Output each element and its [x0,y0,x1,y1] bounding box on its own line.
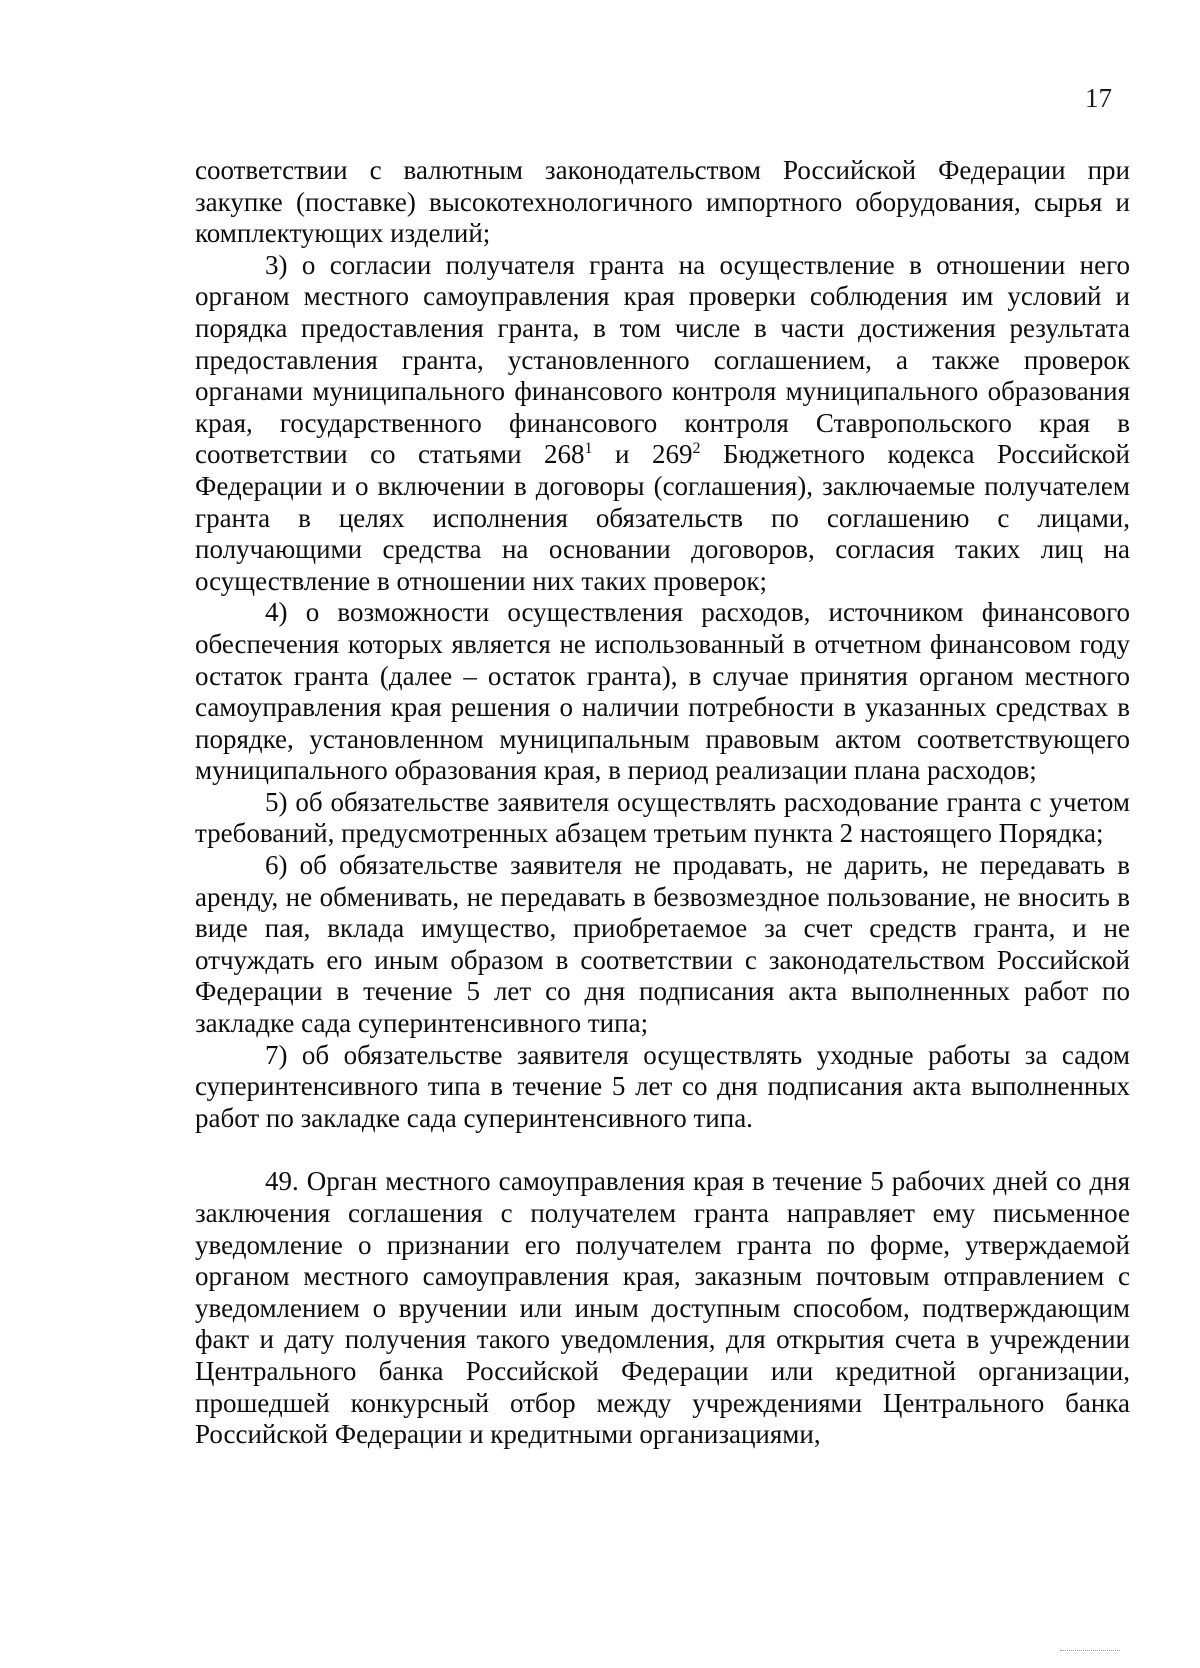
paragraph-item-3-mid: и 269 [592,439,693,470]
scan-artifact-line [1060,1650,1120,1655]
paragraph-clause-49: 49. Орган местного самоуправления края в течение 5 рабочих дней со дня заключения соглашения с получателем гранта направляет ему письменное уведомление о признании его получателем гранта по форме, утверждаемой органом местного самоуправления края, заказным почтовым отправлением с уведомлением о вручении или иным доступным способом, подтверждающим факт и дату получения такого уведомления, для открытия счета в учреждении Центрального банка Российской Федерации или кредитной организации, прошедшей конкурсный отбор между учреждениями Центрального банка Российской Федерации и кредитными организациями, [195,1166,1130,1450]
paragraph-item-3-text: 3) о согласии получателя гранта на осуществление в отношении него органом местного самоуправления края проверки соблюдения им условий и порядка предоставления гранта, в том числе в части достижения результата предоставления гранта, установленного соглашением, а также проверок органами муниципального финансового контроля муниципального образования края, государственного финансового контроля Ставропольского края в соответствии со статьями 268 [195,249,1130,470]
paragraph-item-6: 6) об обязательстве заявителя не продавать, не дарить, не передавать в аренду, не обменивать, не передавать в безвозмездное пользование, не вносить в виде пая, вклада имущество, приобретаемое за счет средств гранта, и не отчуждать его иным образом в соответствии с законодательством Российской Федерации в течение 5 лет со дня подписания акта выполненных работ по закладке сада суперинтенсивного типа; [195,850,1130,1039]
paragraph-item-7: 7) об обязательстве заявителя осуществлять уходные работы за садом суперинтенсивного типа в течение 5 лет со дня подписания акта выполненных работ по закладке сада суперинтенсивного типа. [195,1039,1130,1133]
page-number: 17 [1085,83,1112,113]
document-body [195,155,1130,1451]
paragraph-continuation: соответствии с валютным законодательством Российской Федерации при закупке (поставке) высокотехнологичного импортного оборудования, сырья и комплектующих изделий; [195,155,1130,249]
paragraph-item-4: 4) о возможности осуществления расходов, источником финансового обеспечения которых является не использованный в отчетном финансовом году остаток гранта (далее – остаток гранта), в случае принятия органом местного самоуправления края решения о наличии потребности в указанных средствах в порядке, установленном муниципальным правовым актом соответствующего муниципального образования края, в период реализации плана расходов; [195,597,1130,786]
paragraph-item-3-tail: Бюджетного кодекса Российской Федерации и о включении в договоры (соглашения), заключаемые получателем гранта в целях исполнения обязательств по соглашению с лицами, получающими средства на основании договоров, согласия таких лиц на осуществление в отношении них таких проверок; [195,439,1131,596]
paragraph-item-5: 5) об обязательстве заявителя осуществлять расходование гранта с учетом требований, предусмотренных абзацем третьим пункта 2 настоящего Порядка; [195,786,1130,849]
superscript-2: 2 [692,440,701,458]
superscript-1: 1 [584,440,593,458]
paragraph-item-3 [195,250,1130,598]
